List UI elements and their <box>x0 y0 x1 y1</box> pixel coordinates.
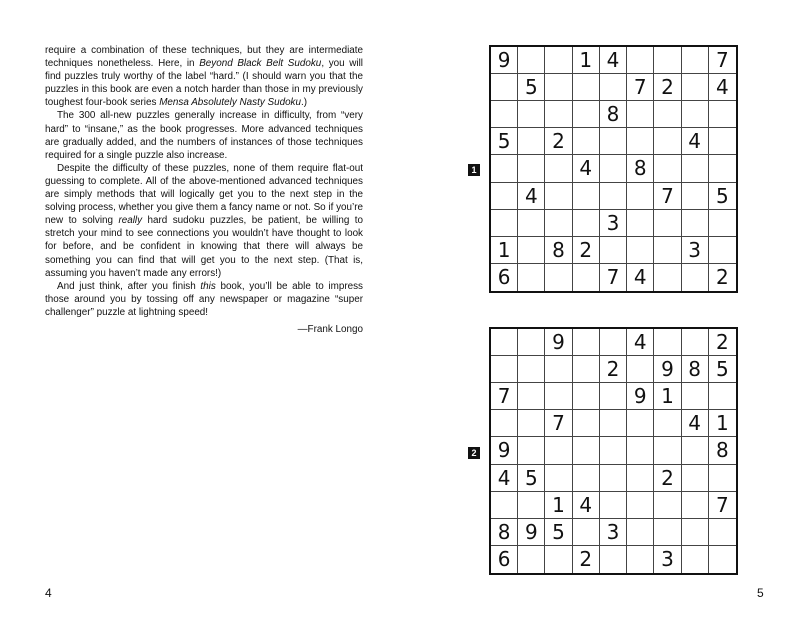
sudoku-cell <box>654 237 681 264</box>
sudoku-cell: 9 <box>627 383 654 410</box>
sudoku-cell: 1 <box>573 47 600 74</box>
sudoku-cell: 3 <box>682 237 709 264</box>
sudoku-cell: 8 <box>600 101 627 128</box>
sudoku-cell: 7 <box>627 74 654 101</box>
sudoku-cell: 7 <box>654 183 681 210</box>
sudoku-cell <box>491 155 518 182</box>
sudoku-cell: 4 <box>573 492 600 519</box>
sudoku-cell <box>518 410 545 437</box>
sudoku-cell <box>654 101 681 128</box>
sudoku-cell <box>545 74 572 101</box>
sudoku-cell <box>682 492 709 519</box>
sudoku-cell <box>491 74 518 101</box>
sudoku-cell: 4 <box>627 264 654 291</box>
sudoku-cell: 2 <box>654 74 681 101</box>
sudoku-cell <box>709 519 736 546</box>
sudoku-cell: 2 <box>600 356 627 383</box>
sudoku-cell: 9 <box>545 329 572 356</box>
sudoku-cell <box>682 329 709 356</box>
sudoku-cell <box>600 329 627 356</box>
sudoku-cell <box>545 101 572 128</box>
sudoku-cell: 1 <box>709 410 736 437</box>
sudoku-cell: 7 <box>545 410 572 437</box>
sudoku-cell: 4 <box>518 183 545 210</box>
sudoku-cell <box>654 519 681 546</box>
page-number-left: 4 <box>45 586 52 600</box>
sudoku-cell: 9 <box>654 356 681 383</box>
sudoku-cell <box>654 329 681 356</box>
sudoku-cell <box>682 519 709 546</box>
sudoku-cell <box>491 101 518 128</box>
sudoku-cell <box>600 437 627 464</box>
paragraph-text: The 300 all-new puzzles generally increase in difficulty, from “very hard” to “insane,” as the book progresses. More advanced techniques are gradually added, and the numbers of instances of those techniques required for a single puzzle also increase. <box>45 110 363 161</box>
sudoku-cell <box>518 101 545 128</box>
sudoku-cell <box>709 210 736 237</box>
sudoku-cell <box>573 329 600 356</box>
sudoku-cell <box>573 410 600 437</box>
sudoku-cell <box>573 519 600 546</box>
sudoku-cell: 5 <box>709 356 736 383</box>
sudoku-cell <box>573 383 600 410</box>
puzzle-label-2: 2 <box>468 447 480 459</box>
sudoku-cell <box>518 210 545 237</box>
sudoku-cell <box>518 329 545 356</box>
sudoku-cell <box>627 210 654 237</box>
sudoku-cell <box>627 183 654 210</box>
sudoku-cell <box>518 437 545 464</box>
sudoku-cell <box>545 437 572 464</box>
sudoku-cell <box>600 74 627 101</box>
sudoku-cell <box>682 47 709 74</box>
sudoku-cell: 9 <box>491 47 518 74</box>
sudoku-cell: 4 <box>627 329 654 356</box>
puzzle-label-1: 1 <box>468 164 480 176</box>
sudoku-cell <box>682 210 709 237</box>
sudoku-cell <box>573 264 600 291</box>
sudoku-cell <box>518 237 545 264</box>
intro-paragraph <box>45 162 363 280</box>
sudoku-cell: 2 <box>545 128 572 155</box>
sudoku-cell: 5 <box>545 519 572 546</box>
sudoku-cell <box>654 264 681 291</box>
sudoku-cell <box>600 128 627 155</box>
sudoku-cell <box>682 101 709 128</box>
sudoku-cell <box>682 183 709 210</box>
sudoku-cell: 5 <box>491 128 518 155</box>
sudoku-cell <box>682 74 709 101</box>
sudoku-cell: 4 <box>573 155 600 182</box>
sudoku-cell <box>627 237 654 264</box>
sudoku-cell: 5 <box>518 465 545 492</box>
sudoku-cell <box>573 101 600 128</box>
paragraph-text: And just think, after you finish <box>57 280 201 292</box>
sudoku-cell <box>518 383 545 410</box>
sudoku-cell <box>682 155 709 182</box>
paragraph-text: book, you’ll be able to impress those around you by tossing off any newspaper or magazine “super challenger” puzzle at lightning speed! <box>45 280 363 318</box>
sudoku-cell <box>627 437 654 464</box>
sudoku-cell: 4 <box>682 128 709 155</box>
sudoku-cell: 5 <box>709 183 736 210</box>
sudoku-cell <box>545 546 572 573</box>
sudoku-cell: 7 <box>709 47 736 74</box>
sudoku-cell <box>682 437 709 464</box>
sudoku-cell <box>627 546 654 573</box>
sudoku-grid-1 <box>489 45 738 293</box>
sudoku-cell <box>654 128 681 155</box>
sudoku-cell <box>600 383 627 410</box>
sudoku-cell <box>654 155 681 182</box>
sudoku-cell <box>491 492 518 519</box>
sudoku-cell <box>600 155 627 182</box>
sudoku-cell: 7 <box>491 383 518 410</box>
italic-text: really <box>118 215 143 227</box>
sudoku-cell <box>627 47 654 74</box>
sudoku-cell <box>518 47 545 74</box>
sudoku-cell: 9 <box>491 437 518 464</box>
italic-text: Beyond Black Belt Sudoku <box>199 58 322 70</box>
sudoku-cell <box>682 465 709 492</box>
sudoku-cell <box>682 264 709 291</box>
sudoku-cell <box>573 437 600 464</box>
sudoku-cell: 1 <box>654 383 681 410</box>
sudoku-cell <box>545 465 572 492</box>
sudoku-cell <box>518 155 545 182</box>
paragraph-text: require a combination of these techniques, but they are intermediate techniques nonetheless. Here, in <box>45 45 363 70</box>
sudoku-cell: 4 <box>682 410 709 437</box>
sudoku-cell: 8 <box>545 237 572 264</box>
sudoku-cell <box>709 465 736 492</box>
signature: —Frank Longo <box>297 323 363 335</box>
sudoku-cell: 2 <box>654 465 681 492</box>
sudoku-cell <box>491 210 518 237</box>
intro-paragraphs <box>45 44 363 319</box>
sudoku-cell <box>654 47 681 74</box>
sudoku-cell <box>600 237 627 264</box>
sudoku-cell: 2 <box>573 546 600 573</box>
sudoku-cell <box>654 210 681 237</box>
sudoku-cell: 8 <box>709 437 736 464</box>
sudoku-cell <box>573 465 600 492</box>
sudoku-cell <box>709 128 736 155</box>
sudoku-cell: 1 <box>545 492 572 519</box>
sudoku-cell <box>627 128 654 155</box>
paragraph-text: , you will find puzzles truly worthy of the label “hard.” (I should warn you that the puzzles in this book are even a notch harder than those in my previously toughest four-book series <box>45 58 363 109</box>
italic-text: Mensa Absolutely Nasty Sudoku <box>159 97 301 109</box>
sudoku-cell: 6 <box>491 264 518 291</box>
sudoku-cell <box>709 546 736 573</box>
sudoku-cell: 8 <box>627 155 654 182</box>
sudoku-cell: 3 <box>600 210 627 237</box>
sudoku-cell <box>600 546 627 573</box>
sudoku-cell: 3 <box>654 546 681 573</box>
sudoku-cell <box>518 492 545 519</box>
sudoku-cell <box>627 492 654 519</box>
sudoku-cell: 1 <box>491 237 518 264</box>
intro-paragraph <box>45 109 363 161</box>
sudoku-cell <box>545 264 572 291</box>
sudoku-cell: 4 <box>491 465 518 492</box>
sudoku-cell <box>545 383 572 410</box>
sudoku-cell <box>709 155 736 182</box>
paragraph-text: hard sudoku puzzles, be patient, be willing to stretch your mind to see connections you wouldn’t have thought to look for before, and be confident in knowing that there will always be something you can find that will get you to the next step. (That is, assuming you haven’t made any errors!) <box>45 215 363 279</box>
sudoku-cell <box>600 183 627 210</box>
sudoku-cell <box>573 128 600 155</box>
sudoku-cell <box>709 237 736 264</box>
sudoku-cell <box>545 210 572 237</box>
sudoku-cell: 4 <box>600 47 627 74</box>
sudoku-cell <box>682 546 709 573</box>
sudoku-cell <box>491 356 518 383</box>
sudoku-cell <box>627 519 654 546</box>
sudoku-cell: 9 <box>518 519 545 546</box>
sudoku-cell <box>491 329 518 356</box>
sudoku-cell <box>627 410 654 437</box>
sudoku-cell <box>654 492 681 519</box>
sudoku-cell <box>518 128 545 155</box>
sudoku-cell <box>627 356 654 383</box>
sudoku-cell <box>573 74 600 101</box>
sudoku-cell: 7 <box>600 264 627 291</box>
sudoku-cell <box>600 410 627 437</box>
sudoku-cell <box>600 465 627 492</box>
sudoku-cell <box>627 465 654 492</box>
sudoku-cell: 8 <box>491 519 518 546</box>
sudoku-cell <box>573 183 600 210</box>
sudoku-cell <box>545 356 572 383</box>
paragraph-text: .) <box>301 97 308 109</box>
sudoku-cell <box>518 546 545 573</box>
sudoku-cell: 6 <box>491 546 518 573</box>
sudoku-cell <box>654 437 681 464</box>
sudoku-cell <box>573 356 600 383</box>
sudoku-cell <box>491 183 518 210</box>
sudoku-cell <box>682 383 709 410</box>
sudoku-cell <box>709 383 736 410</box>
sudoku-cell <box>518 356 545 383</box>
page-number-right: 5 <box>757 586 764 600</box>
sudoku-cell <box>627 101 654 128</box>
sudoku-cell <box>545 183 572 210</box>
sudoku-cell <box>491 410 518 437</box>
intro-text <box>45 44 363 336</box>
sudoku-cell: 2 <box>709 329 736 356</box>
sudoku-cell: 8 <box>682 356 709 383</box>
sudoku-cell: 7 <box>709 492 736 519</box>
sudoku-grid-2 <box>489 327 738 575</box>
intro-paragraph <box>45 44 363 109</box>
sudoku-cell: 5 <box>518 74 545 101</box>
sudoku-cell <box>654 410 681 437</box>
paragraph-text: Despite the difficulty of these puzzles, none of them require flat-out guessing to complete. All of the above-mentioned advanced techniques are simply methods that will logically get you to the next step in the solving process, whether you give them a fancy name or not. So if you’re new to solving <box>45 162 363 227</box>
intro-paragraph <box>45 280 363 319</box>
sudoku-cell <box>545 47 572 74</box>
sudoku-cell: 2 <box>716 265 729 290</box>
sudoku-cell <box>545 155 572 182</box>
sudoku-cell <box>518 264 545 291</box>
sudoku-cell: 3 <box>600 519 627 546</box>
italic-text: this <box>200 280 216 292</box>
sudoku-cell <box>600 492 627 519</box>
sudoku-cell <box>573 210 600 237</box>
sudoku-cell: 4 <box>709 74 736 101</box>
sudoku-cell <box>709 101 736 128</box>
sudoku-cell: 2 <box>573 237 600 264</box>
